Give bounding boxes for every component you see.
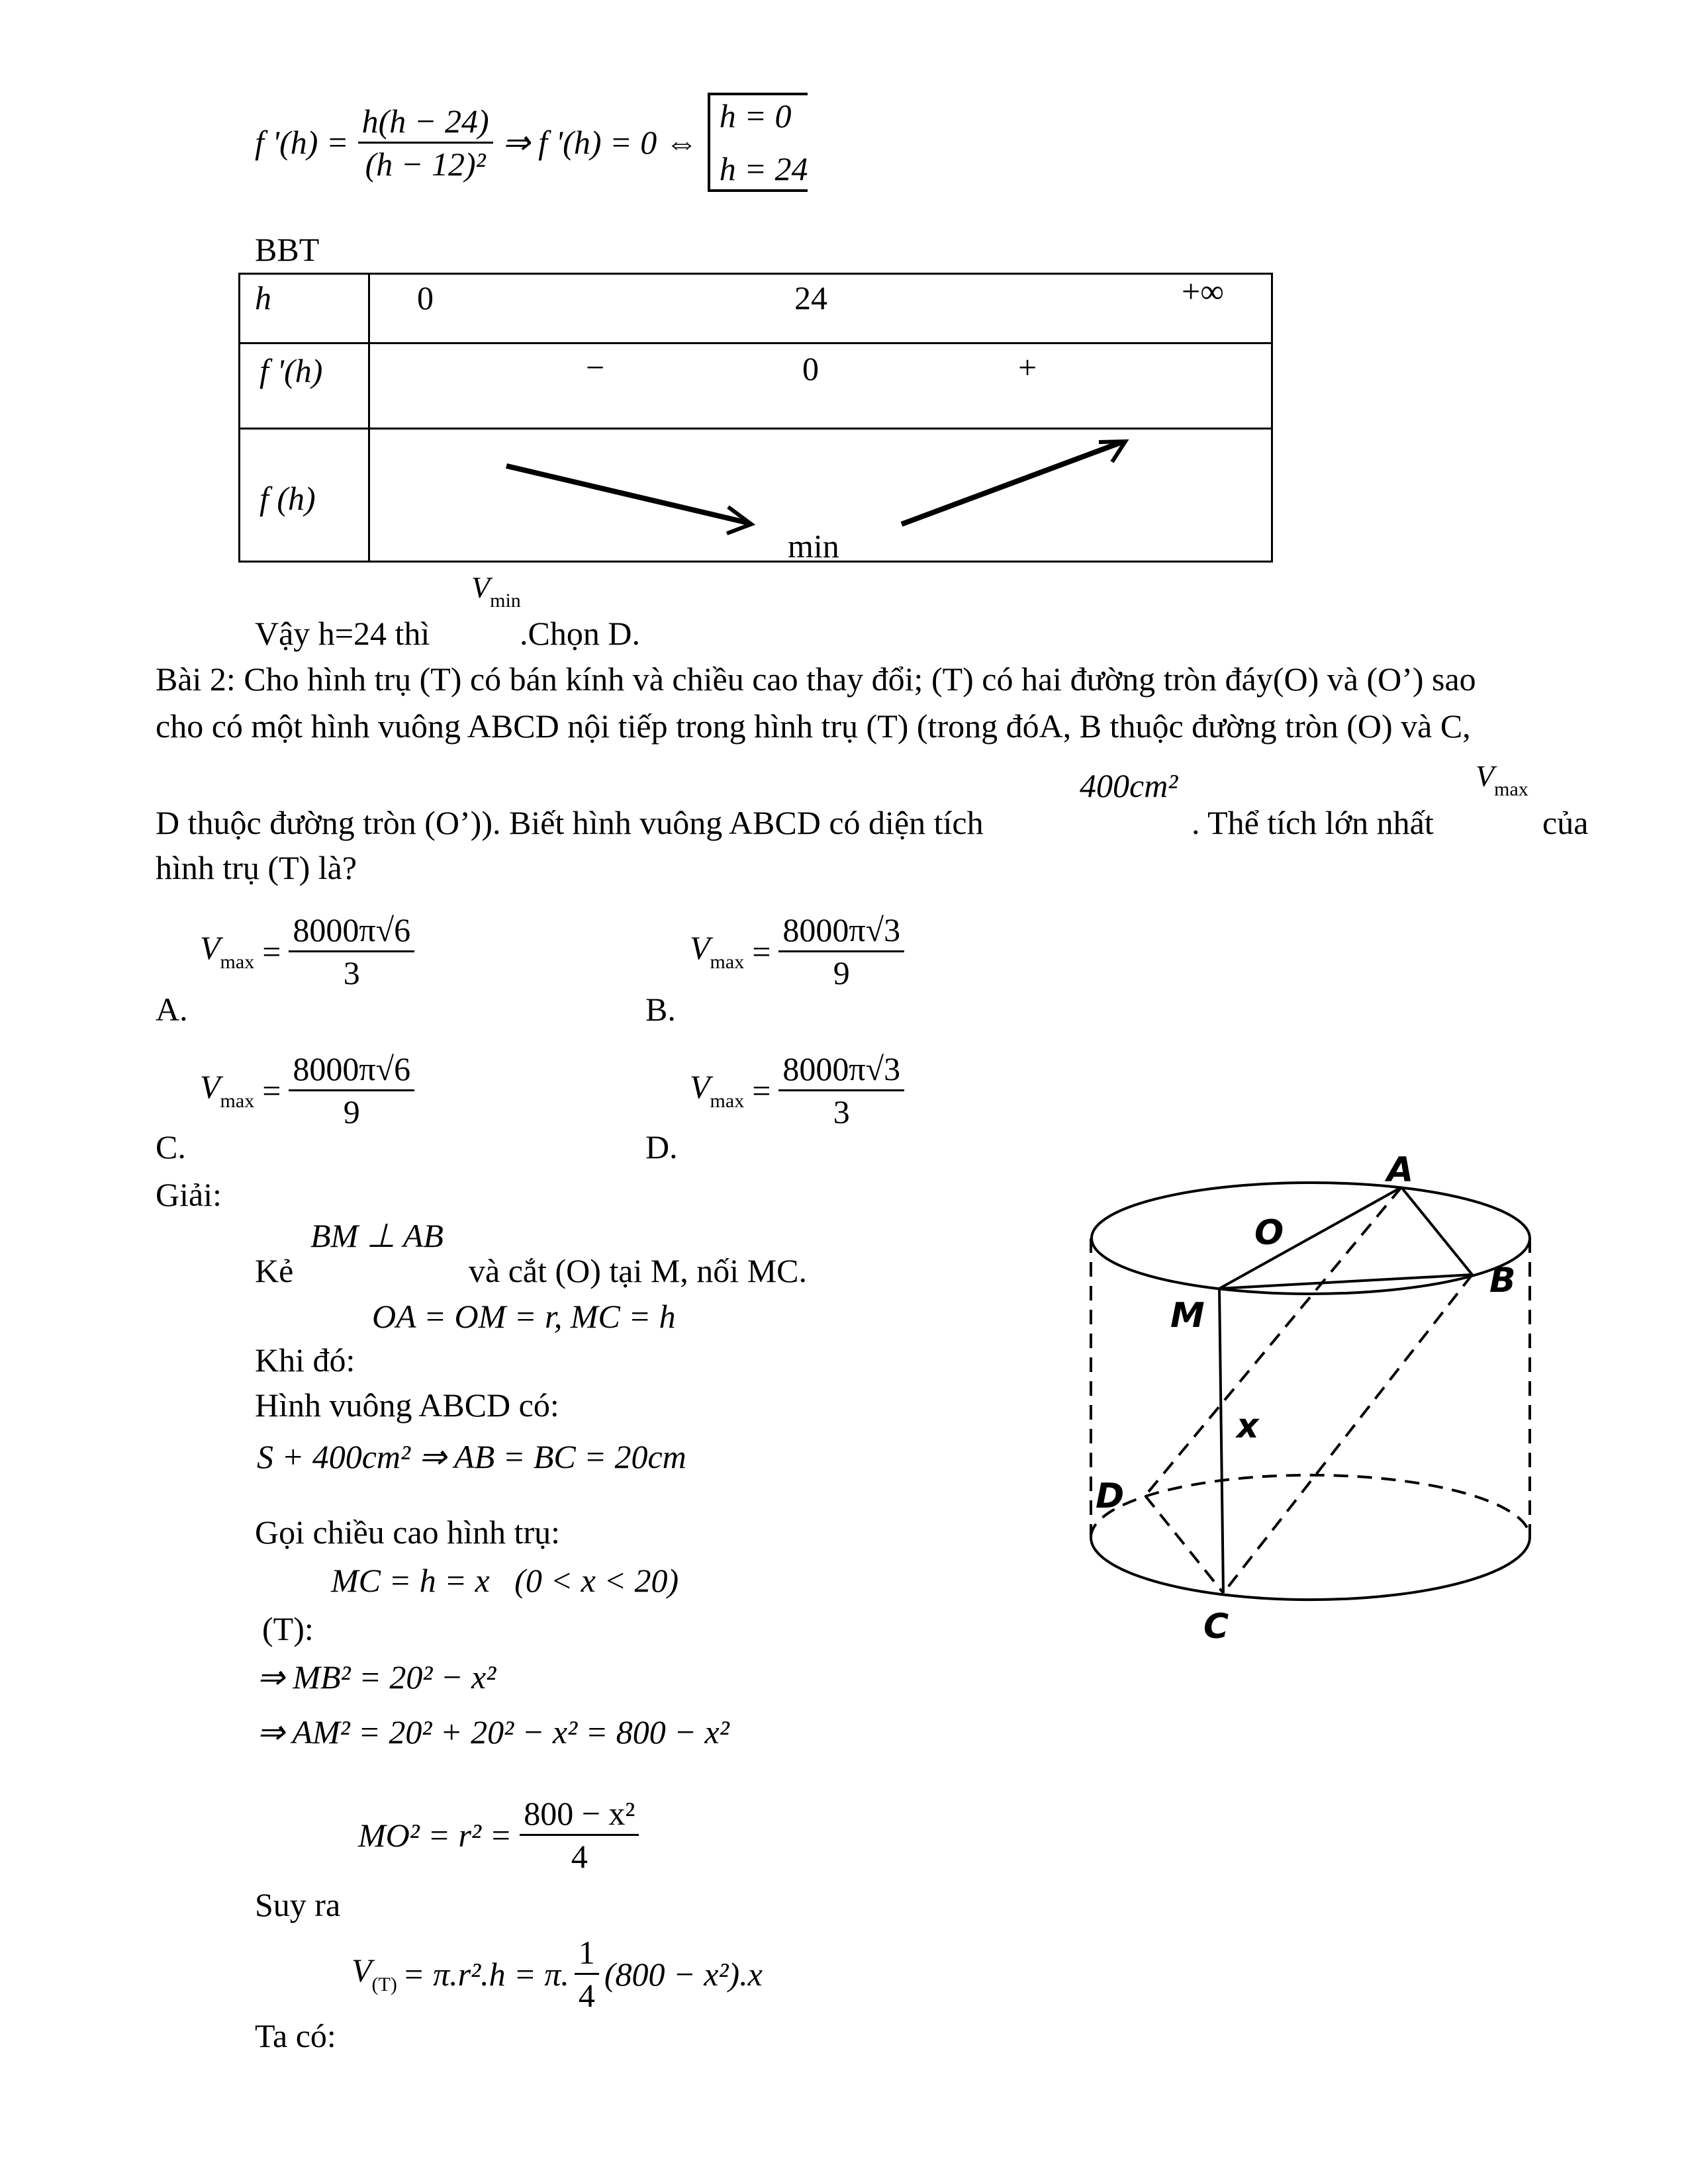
segment-mb <box>1219 1275 1472 1289</box>
bbt-label: BBT <box>255 231 320 268</box>
option-letter-c[interactable]: C. <box>156 1128 186 1165</box>
sub: max <box>1494 778 1528 800</box>
taco-text: Ta có: <box>255 2017 336 2054</box>
denominator: 9 <box>833 954 850 991</box>
sub: max <box>220 950 255 973</box>
sign-value: 0 <box>802 350 819 387</box>
v: V <box>200 929 220 966</box>
derivative-mid: ⇒ f '(h) = 0 ⇔ <box>502 124 698 161</box>
option-letter-a[interactable]: A. <box>156 991 188 1028</box>
problem-line: Bài 2: Cho hình trụ (T) có bán kính và chiều cao thay đổi; (T) có hai đường tròn đáy(O) và (O’) sao <box>156 660 1476 698</box>
s-formula: S + 400cm² ⇒ AB = BC = 20cm <box>257 1438 686 1475</box>
sub: min <box>490 590 521 612</box>
label-m: M <box>1170 1296 1205 1336</box>
label-x: x <box>1237 1406 1259 1446</box>
problem-line: cho có một hình vuông ABCD nội tiếp trong hình trụ (T) (trong đóA, B thuộc đường tròn (O) và C, <box>156 707 1471 745</box>
h-value: 24 <box>794 279 827 316</box>
label-c: C <box>1203 1607 1229 1647</box>
problem-line: của <box>1542 804 1589 841</box>
option-letter-b[interactable]: B. <box>645 991 676 1028</box>
denominator: 9 <box>343 1093 360 1130</box>
segment-mc <box>1219 1289 1223 1593</box>
min-label: min <box>788 527 839 565</box>
oa-formula: OA = OM = r, MC = h <box>372 1298 676 1335</box>
mb-formula: ⇒ MB² = 20² − x² <box>257 1659 496 1696</box>
problem-line: D thuộc đường tròn (O’)). Biết hình vuông ABCD có diện tích <box>156 804 984 841</box>
am-formula: ⇒ AM² = 20² + 20² − x² = 800 − x² <box>257 1713 729 1751</box>
numerator: 8000π√6 <box>289 913 414 952</box>
equals: = <box>752 933 771 970</box>
problem-line: hình trụ (T) là? <box>156 849 357 886</box>
suyra-text: Suy ra <box>255 1886 341 1923</box>
row-label-h: h <box>255 279 271 316</box>
mo-lhs: MO² = r² = <box>358 1816 512 1854</box>
row-label-f: f (h) <box>259 480 316 517</box>
row-label-fprime: f '(h) <box>259 352 323 389</box>
bm-perp-ab: BM ⊥ AB <box>310 1217 444 1254</box>
mc-formula: MC = h = x (0 < x < 20) <box>331 1562 679 1599</box>
ke-rest-text: và cắt (O) tại M, nối MC. <box>469 1252 808 1289</box>
case-1: h = 0 <box>719 97 792 134</box>
denominator: 3 <box>833 1093 850 1130</box>
v-mid: = π.r².h = π. <box>402 1955 569 1993</box>
ke-text: Kẻ <box>255 1252 294 1289</box>
v: V <box>690 1068 710 1105</box>
segment-ab <box>1401 1187 1472 1275</box>
denominator: 4 <box>571 1838 588 1875</box>
equals: = <box>262 933 281 970</box>
goi-text: Gọi chiều cao hình trụ: <box>255 1514 560 1551</box>
denominator: 4 <box>578 1977 595 2014</box>
conclusion-text: Vậy h=24 thì <box>255 615 430 652</box>
v-rest: (800 − x²).x <box>604 1955 763 1993</box>
equals: = <box>262 1071 281 1109</box>
hv-text: Hình vuông ABCD có: <box>255 1387 559 1424</box>
bottom-circle-front <box>1091 1537 1530 1600</box>
sign-value: − <box>586 349 605 386</box>
denominator: (h − 12)² <box>365 145 486 183</box>
t-text: (T): <box>262 1610 314 1647</box>
derivative-lhs: f '(h) = <box>255 124 349 161</box>
sub: max <box>220 1089 255 1112</box>
v: V <box>352 1951 372 1989</box>
numerator: h(h − 24) <box>358 105 493 144</box>
area-value: 400cm² <box>1080 767 1178 804</box>
v: V <box>200 1068 220 1105</box>
option-letter-d[interactable]: D. <box>645 1128 678 1165</box>
khido-text: Khi đó: <box>255 1342 355 1379</box>
numerator: 800 − x² <box>520 1797 639 1836</box>
problem-line: . Thể tích lớn nhất <box>1192 804 1434 841</box>
equals: = <box>752 1071 771 1109</box>
h-value: 0 <box>417 279 434 316</box>
sign-value: + <box>1018 349 1037 386</box>
sub: (T) <box>371 1973 397 1995</box>
v: V <box>690 929 710 966</box>
numerator: 1 <box>575 1936 599 1975</box>
label-o: O <box>1254 1213 1284 1253</box>
sub: max <box>710 950 745 973</box>
h-value: +∞ <box>1182 273 1224 310</box>
label-d: D <box>1096 1477 1125 1516</box>
sub: max <box>710 1089 745 1112</box>
denominator: 3 <box>343 954 360 991</box>
numerator: 8000π√3 <box>778 913 904 952</box>
v: V <box>471 570 491 604</box>
numerator: 8000π√3 <box>778 1052 904 1091</box>
case-2: h = 24 <box>719 150 808 187</box>
segment-dc <box>1145 1496 1223 1593</box>
segment-ma <box>1219 1187 1401 1289</box>
v: V <box>1476 759 1495 793</box>
solution-title: Giải: <box>156 1176 222 1213</box>
conclusion-text-2: .Chọn D. <box>520 615 640 652</box>
numerator: 8000π√6 <box>289 1052 414 1091</box>
segment-bc <box>1223 1275 1472 1593</box>
label-b: B <box>1489 1261 1516 1300</box>
label-a: A <box>1387 1150 1414 1190</box>
bottom-circle-back <box>1091 1475 1530 1537</box>
